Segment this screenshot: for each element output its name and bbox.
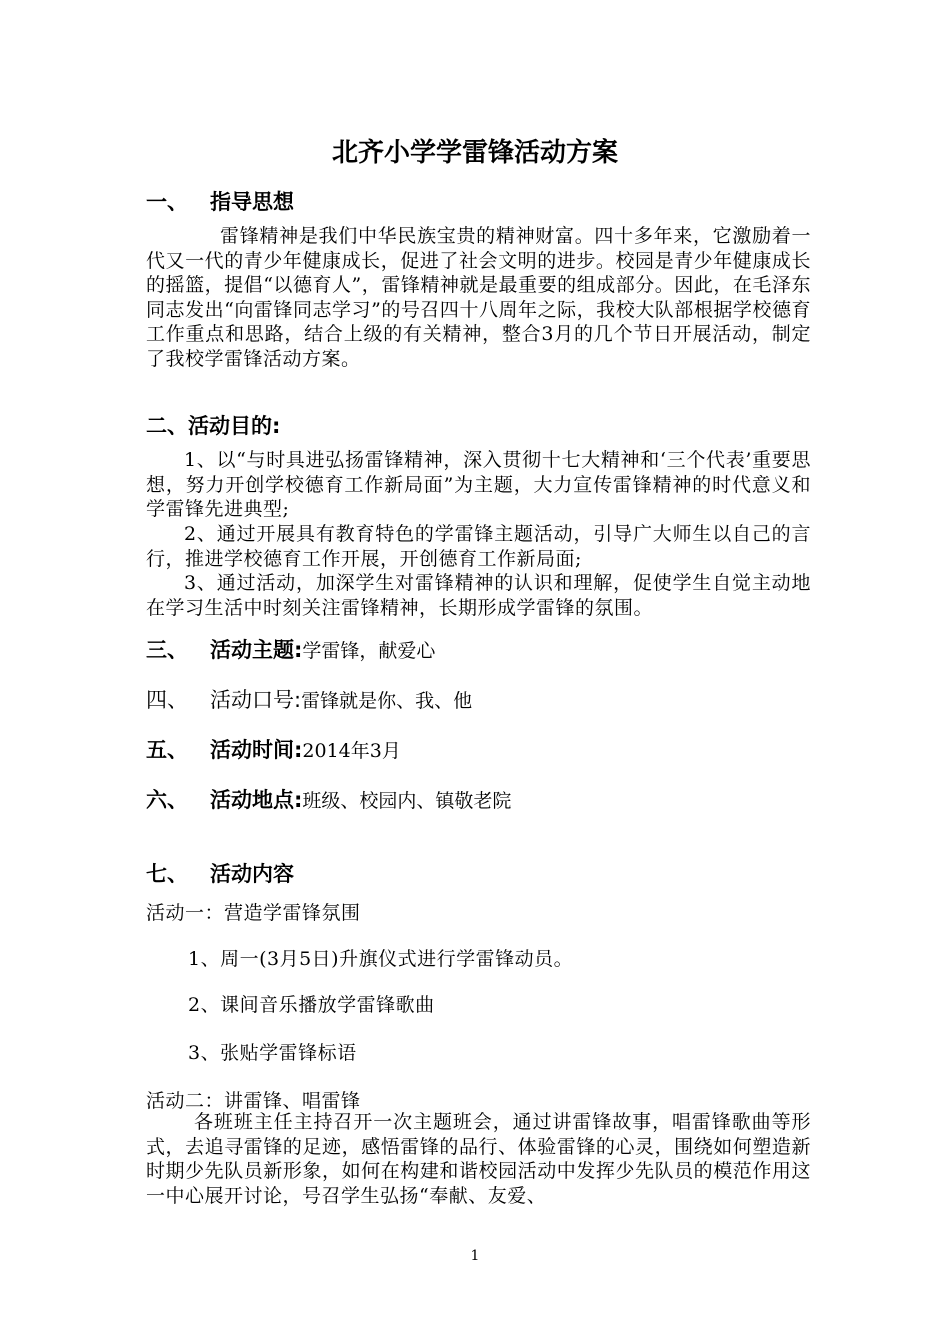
document-title: 北齐小学学雷锋活动方案 — [331, 138, 618, 168]
section-7-heading — [146, 858, 294, 888]
section-4-number: 四、 — [146, 688, 188, 712]
section-6-number: 六、 — [146, 788, 188, 812]
activity-1-item-2: 2、课间音乐播放学雷锋歌曲 — [188, 994, 435, 1016]
section-3-value: 学雷锋，献爱心 — [302, 640, 436, 662]
section-3-label: 活动主题: — [210, 638, 303, 662]
section-3-heading — [146, 634, 435, 664]
section-4-label: 活动口号: — [210, 688, 302, 712]
activity-1-title: 活动一：营造学雷锋氛围 — [146, 902, 361, 924]
section-1-number: 一、 — [146, 190, 188, 214]
section-2-item-3: 3、通过活动，加深学生对雷锋精神的认识和理解，促使学生自觉主动地在学习生活中时刻关注雷锋精神，长期形成学雷锋的氛围。 — [146, 572, 811, 619]
activity-2-title: 活动二：讲雷锋、唱雷锋 — [146, 1090, 361, 1112]
section-4-heading — [146, 684, 472, 714]
activity-1-item-3: 3、张贴学雷锋标语 — [188, 1042, 357, 1064]
activity-2-body: 各班班主任主持召开一次主题班会，通过讲雷锋故事，唱雷锋歌曲等形式，去追寻雷锋的足迹，感悟雷锋的品行、体验雷锋的心灵，围绕如何塑造新时期少先队员新形象，如何在构建和谐校园活动中发挥少先队员的模范作用这一中心展开讨论，号召学生弘扬“奉献、友爱、 — [146, 1111, 811, 1207]
section-2-item-2: 2、通过开展具有教育特色的学雷锋主题活动，引导广大师生以自己的言行，推进学校德育工作开展，开创德育工作新局面; — [146, 523, 811, 570]
section-5-heading — [146, 734, 401, 764]
section-4-value: 雷锋就是你、我、他 — [301, 690, 473, 712]
section-6-value: 班级、校园内、镇敬老院 — [302, 790, 512, 812]
section-6-label: 活动地点: — [210, 788, 303, 812]
section-5-number: 五、 — [146, 738, 188, 762]
section-2-heading: 二、活动目的: — [146, 414, 281, 438]
section-2-item-1: 1、以“与时具进弘扬雷锋精神，深入贯彻十七大精神和‘三个代表’重要思想，努力开创学校德育工作新局面”为主题，大力宣传雷锋精神的时代意义和学雷锋先进典型; — [146, 449, 811, 520]
section-1-body: 雷锋精神是我们中华民族宝贵的精神财富。四十多年来，它激励着一代又一代的青少年健康成长，促进了社会文明的进步。校园是青少年健康成长的摇篮，提倡“以德育人”，雷锋精神就是最重要的组成部分。因此，在毛泽东同志发出“向雷锋同志学习”的号召四十八周年之际，我校大队部根据学校德育工作重点和思路，结合上级的有关精神，整合3月的几个节日开展活动，制定了我校学雷锋活动方案。 — [146, 225, 811, 370]
section-3-number: 三、 — [146, 638, 188, 662]
section-5-value: 2014年3月 — [302, 740, 401, 762]
section-7-number: 七、 — [146, 862, 188, 886]
section-5-label: 活动时间: — [210, 738, 303, 762]
page-number: 1 — [470, 1248, 480, 1264]
section-1-heading — [146, 186, 294, 216]
section-1-label: 指导思想 — [210, 190, 294, 214]
section-6-heading — [146, 784, 511, 814]
activity-1-item-1: 1、周一(3月5日)升旗仪式进行学雷锋动员。 — [188, 948, 574, 970]
section-7-label: 活动内容 — [210, 862, 294, 886]
